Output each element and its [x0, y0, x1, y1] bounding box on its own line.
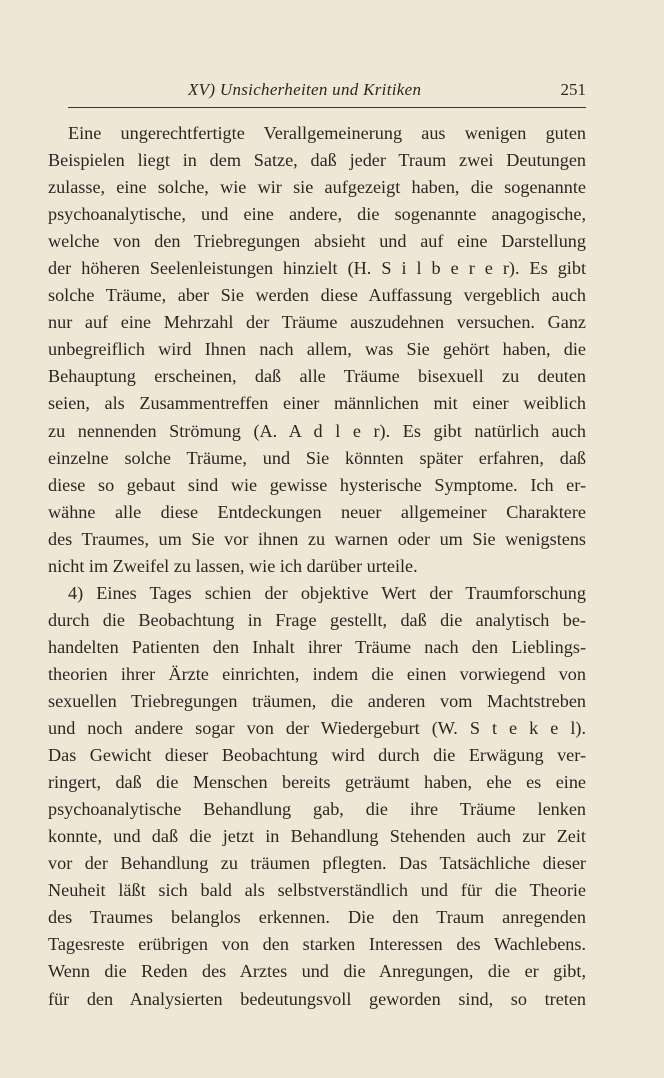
text-line: konnte, und daß die jetzt in Behandlung Stehenden auch zur Zeit [48, 826, 586, 847]
text-line: handelten Patienten den Inhalt ihrer Träume nach den Lieblings- [48, 636, 586, 657]
text-line: durch die Beobachtung in Frage gestellt, daß die analytisch be- [48, 609, 586, 630]
text-line: welche von den Triebregungen absieht und auf eine Darstellung [48, 231, 586, 252]
text-line: nur auf eine Mehrzahl der Träume auszudehnen versuchen. Ganz [48, 312, 586, 333]
text-line: solche Träume, aber Sie werden diese Auffassung vergeblich auch [48, 285, 586, 306]
text-line: psychoanalytische Behandlung gab, die ihre Träume lenken [48, 799, 586, 820]
page-header [68, 74, 586, 104]
body-text [48, 120, 586, 1013]
text-line: sexuellen Triebregungen träumen, die anderen vom Machtstreben [48, 690, 586, 711]
text-line: 4) Eines Tages schien der objektive Wert der Traumforschung [68, 582, 586, 603]
text-line: Wenn die Reden des Arztes und die Anregungen, die er gibt, [48, 961, 586, 982]
page-number: 251 [560, 80, 586, 99]
text-line: zulasse, eine solche, wie wir sie aufgezeigt haben, die sogenannte [48, 177, 586, 198]
text-line: nicht im Zweifel zu lassen, wie ich darüber urteile. [48, 555, 418, 576]
text-line: Beispielen liegt in dem Satze, daß jeder Traum zwei Deutungen [48, 150, 586, 171]
text-line: ringert, daß die Menschen bereits geträumt haben, ehe es eine [48, 772, 586, 793]
header-rule [68, 107, 586, 108]
text-line: des Traumes, um Sie vor ihnen zu warnen oder um Sie wenigstens [48, 528, 586, 549]
text-line: des Traumes belanglos erkennen. Die den Traum anregenden [48, 907, 586, 928]
text-line: seien, als Zusammentreffen einer männlichen mit einer weiblich [48, 393, 586, 414]
text-line: und noch andere sogar von der Wiedergeburt (W. S t e k e l). [48, 718, 586, 739]
text-line: für den Analysierten bedeutungsvoll geworden sind, so treten [48, 988, 586, 1009]
text-line: Neuheit läßt sich bald als selbstverständlich und für die Theorie [48, 880, 586, 901]
text-line: einzelne solche Träume, und Sie könnten später erfahren, daß [48, 447, 586, 468]
text-line: theorien ihrer Ärzte einrichten, indem die einen vorwiegend von [48, 663, 586, 684]
text-line: Behauptung erscheinen, daß alle Träume bisexuell zu deuten [48, 366, 586, 387]
text-line: Tagesreste erübrigen von den starken Interessen des Wachlebens. [48, 934, 586, 955]
text-line: unbegreiflich wird Ihnen nach allem, was Sie gehört haben, die [48, 339, 586, 360]
text-line: diese so gebaut sind wie gewisse hysterische Symptome. Ich er- [48, 474, 586, 495]
running-title: XV) Unsicherheiten und Kritiken [188, 80, 422, 99]
text-line: wähne alle diese Entdeckungen neuer allgemeiner Charaktere [48, 501, 586, 522]
text-line: psychoanalytische, und eine andere, die sogenannte anagogische, [48, 204, 586, 225]
text-line: Eine ungerechtfertigte Verallgemeinerung aus wenigen guten [68, 123, 586, 143]
text-line: zu nennenden Strömung (A. A d l e r). Es gibt natürlich auch [48, 420, 586, 441]
text-line: der höheren Seelenleistungen hinzielt (H. S i l b e r e r). Es gibt [48, 258, 586, 279]
text-line: vor der Behandlung zu träumen pflegten. Das Tatsächliche dieser [48, 853, 586, 874]
text-line: Das Gewicht dieser Beobachtung wird durch die Erwägung ver- [48, 745, 586, 766]
